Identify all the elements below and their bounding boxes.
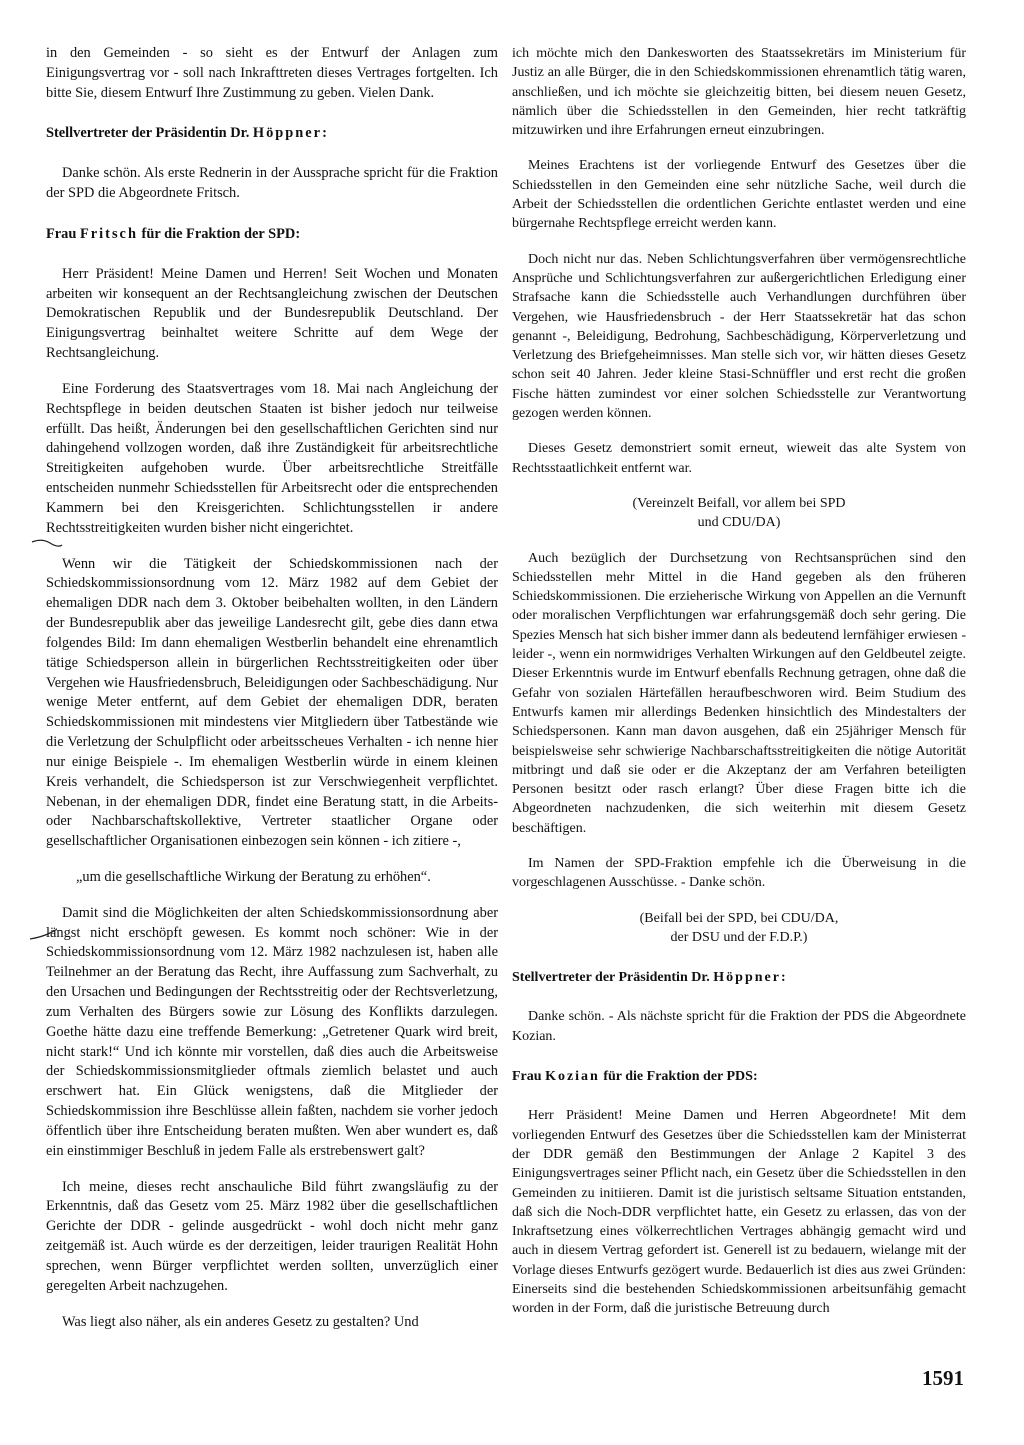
paragraph: Dieses Gesetz demonstriert somit erneut, wieweit das alte System von Rechtsstaatlichkeit entfernt war. (512, 441, 966, 476)
speaker-title: Stellvertreter der Präsidentin Dr. (46, 125, 253, 142)
left-column (46, 44, 498, 1348)
page-number: 1591 (922, 1366, 964, 1390)
speaker-suffix: : (780, 970, 786, 986)
applause-remark (512, 909, 966, 948)
speaker-name: Höppner (713, 970, 781, 986)
speaker-suffix: für die Fraktion der SPD: (137, 225, 301, 242)
quotation: „um die gesellschaftliche Wirkung der Beratung zu erhöhen“. (76, 868, 431, 885)
speaker-heading (512, 968, 966, 987)
remark-line: der DSU und der F.D.P.) (670, 929, 808, 945)
paragraph: in den Gemeinden - so sieht es der Entwurf der Anlagen zum Einigungsvertrag vor - soll nach Inkrafttreten dieses Vertrages fortgelten. Ich bitte Sie, diesem Entwurf Ihre Zustimmung zu geben. Vielen Dank. (46, 45, 498, 101)
paragraph: Wenn wir die Tätigkeit der Schiedskommissionen nach der Schiedskommissionsordnung vom 12. März 1982 auf dem Gebiet der ehemaligen DDR nach dem 3. Oktober beibehalten wollten, in den Ländern der Bundesrepublik aber das jeweilige Landesrecht gilt, gebe dies dann etwa folgendes Bild: Im dann ehemaligen Westberlin behandelt eine ehrenamtlich tätige Schiedsperson allein in bürgerlichen Rechtsstreitigkeiten oder über Vergehen wie Hausfriedensbruch, Beleidigungen oder Sachbeschädigung. Nur wenige Meter entfernt, auf dem Gebiet der ehemaligen DDR, beraten Schiedskommissionen mit mindestens vier Mitgliedern über Tatbestände wie die Verletzung der Schulpflicht oder arbeitsscheues Verhalten - ich nenne hier nur einige Beispiele -. Im ehemaligen Westberlin würde in einem kleinen Kreis verhandelt, die Schiedsperson ist zur Verschwiegenheit verpflichtet. Nebenan, in der ehemaligen DDR, findet eine Beratung statt, in die Arbeits- oder Nachbarschaftskollektive, Vertreter staatlicher Organe oder gesellschaftlicher Organisationen einbezogen sein können - ich zitiere -, (46, 555, 498, 850)
speaker-name: Höppner (252, 125, 323, 142)
speaker-title: Stellvertreter der Präsidentin Dr. (512, 970, 714, 986)
speaker-title: Frau (512, 1069, 546, 1085)
paragraph: Danke schön. Als erste Rednerin in der Aussprache spricht für die Fraktion der SPD die Abgeordnete Fritsch. (46, 165, 498, 202)
speaker-suffix: für die Fraktion der PDS: (599, 1069, 758, 1085)
speaker-heading (512, 1067, 966, 1086)
paragraph: Was liegt also näher, als ein anderes Gesetz zu gestalten? Und (62, 1313, 419, 1330)
remark-line: (Vereinzelt Beifall, vor allem bei SPD (632, 495, 846, 511)
speaker-name: Fritsch (79, 225, 138, 242)
paragraph: Im Namen der SPD-Fraktion empfehle ich die Überweisung in die vorgeschlagenen Ausschüsse. - Danke schön. (512, 855, 966, 891)
speaker-heading (46, 124, 498, 144)
paragraph: ich möchte mich den Dankesworten des Staatssekretärs im Ministerium für Justiz an alle Bürger, die in den Schiedskommissionen ehrenamtlich tätig waren, anschließen, und ich möchte sie gleichzeitig bitten, bei diesem neuen Gesetz, nämlich über die Schiedsstellen in den Gemeinden, hier recht tatkräftig mitzuwirken und ihre Erfahrungen erneut einzubringen. (512, 46, 966, 139)
speaker-heading (46, 225, 498, 245)
remark-line: und CDU/DA) (697, 515, 781, 531)
paragraph: Doch nicht nur das. Neben Schlichtungsverfahren über vermögensrechtliche Ansprüche und Schlichtungsverfahren zur außergerichtlichen Erledigung einer Strafsache kann die Schiedsstelle auch Verhandlungen durchführen über Vergehen, wie Hausfriedensbruch - der Herr Staatssekretär hat das schon genannt -, Beleidigung, Bedrohung, Sachbeschädigung, Körperverletzung und Verletzung des Briefgeheimnisses. Man stelle sich vor, wir hätten dieses Gesetz schon seit 40 Jahren. Jeder kleine Stasi-Schnüffler und erst recht die großen Fische hätten zumindest vor einer solchen Schiedsstelle zur Verantwortung gezogen werden können. (512, 251, 966, 422)
paragraph: Herr Präsident! Meine Damen und Herren Abgeordnete! Mit dem vorliegenden Entwurf des Gesetzes über die Schiedsstellen kam der Ministerrat der DDR gemäß den Bestimmungen der Anlage 2 Kapitel 3 des Einigungsvertrages seiner Pflicht nach, ein Gesetz über die Schiedsstellen in den Gemeinden zu initiieren. Damit ist die juristisch seltsame Situation entstanden, daß sich die Noch-DDR verpflichtet hatte, ein Gesetz zu erlassen, das von der Inkraftsetzung eines völkerrechtlichen Vertrages abhängig gemacht wird und auch in diesem Vertrag gefordert ist. Generell ist zu bedauern, wielange mit der Vorlage dieses Entwurfs gezögert wurde. Bedauerlich ist dies aus zwei Gründen: Einerseits sind die bestehenden Schiedskommissionen arbeitsunfähig gemacht worden in der Form, daß die juristische Betreuung durch (512, 1108, 966, 1317)
margin-pen-mark-icon (30, 536, 64, 550)
remark-line: (Beifall bei der SPD, bei CDU/DA, (639, 910, 839, 926)
paragraph: Damit sind die Möglichkeiten der alten Schiedskommissionsordnung aber längst nicht erschöpft gewesen. Es kommt noch schöner: Wie in der Schiedskommissionsordnung vom 12. März 1982 nachzulesen ist, haben alle Teilnehmer an der Beratung das Recht, ihre Auffassung zum Sachverhalt, zu den Ursachen und Bedingungen der Rechtsstreitig oder der Rechtsverletzung, zum Verhalten des Bürgers sowie zur Lösung des Konflikts darzulegen. Goethe hätte dazu eine treffende Bemerkung: „Getretener Quark wird breit, nicht stark!“ Und ich könnte mir vorstellen, daß dies auch die Arbeitsweise der Schiedskommissionsmitglieder oftmals ziemlich belastet und auch erschwert hat. Ein Glück wenigstens, daß die Mitglieder der Schiedskommission ihre Beschlüsse allein faßten, nachdem sie vorher jedoch öffentlich über ihre Entscheidung beraten mußten. Wen aber wundert es, daß ein einstimmiger Beschluß in jedem Falle als erstrebenswert galt? (46, 904, 498, 1159)
paragraph: Herr Präsident! Meine Damen und Herren! Seit Wochen und Monaten arbeiten wir konsequent an der Rechtsangleichung zwischen der Deutschen Demokratischen Republik und der Bundesrepublik Deutschland. Der Einigungsvertrag beinhaltet weitere Schritte auf dem Wege der Rechtsangleichung. (46, 265, 498, 362)
paragraph: Eine Forderung des Staatsvertrages vom 18. Mai nach Angleichung der Rechtspflege in beiden deutschen Staaten ist bisher jedoch nur teilweise erfüllt. Das heißt, Änderungen bei den gesellschaftlichen Gerichten sind nur dahingehend vollzogen worden, daß ihre Zuständigkeit für arbeitsrechtliche Streitigkeiten aufgehoben wurde. Über arbeitsrechtliche Streitfälle entscheiden nunmehr Schiedsstellen für Arbeitsrecht oder die entsprechenden Kammern bei den Kreisgerichten. Schlichtungsstellen ir andere Rechtsstreitigkeiten wurden bisher nicht eingerichtet. (46, 380, 498, 536)
paragraph: Danke schön. - Als nächste spricht für die Fraktion der PDS die Abgeordnete Kozian. (512, 1009, 966, 1044)
paragraph: Auch bezüglich der Durchsetzung von Rechtsansprüchen sind den Schiedsstellen mehr Mittel in die Hand gegeben als den früheren Schiedskommissionen. Die erzieherische Wirkung von Appellen an die Vernunft oder moralischen Verpflichtungen war erfahrungsgemäß doch sehr gering. Die Spezies Mensch hat sich bisher immer dann als bedeutend lernfähiger erwiesen - leider -, wenn ein normwidriges Verhalten Wirkungen auf den Geldbeutel zeigte. Dieser Erkenntnis wurde im Entwurf ebenfalls Rechnung getragen, ohne daß die Gefahr von sozialen Härtefällen heraufbeschworen wird. Beim Studium des Entwurfs kamen mir allerdings Bedenken hinsichtlich des Mindestalters der Schiedspersonen. Kann man davon ausgehen, daß ein 25jähriger Mensch für beispielsweise sehr schwierige Nachbarschaftsstreitigkeiten die nötige Autorität mitbringt und daß sie oder er die Akzeptanz der am Verfahren beteiligten Personen besitzt oder rasch erlangt? Über diese Fragen bitte ich die Abgeordneten nachzudenken, die sich weiterhin mit diesem Gesetz beschäftigen. (512, 550, 966, 836)
applause-remark (512, 494, 966, 533)
paragraph: Ich meine, dieses recht anschauliche Bild führt zwangsläufig zu der Erkenntnis, daß das Gesetz vom 25. März 1982 über die gesellschaftlichen Gerichte der DDR - gelinde ausgedrückt - wohl doch nicht mehr ganz zeitgemäß ist. Auch würde es der derzeitigen, leider traurigen Realität Hohn sprechen, wenn Bürger verpflichtet werden sollten, unverzüglich einer geregelten Arbeit nachzugehen. (46, 1178, 498, 1294)
speaker-suffix: : (322, 125, 327, 142)
speaker-name: Kozian (545, 1069, 600, 1085)
margin-pen-mark-icon (28, 927, 58, 943)
paragraph: Meines Erachtens ist der vorliegende Entwurf des Gesetzes über die Schiedsstellen in den Gemeinden eine sehr nützliche Sache, weil durch die Arbeit der Schiedsstellen die ordentlichen Gerichte entlastet werden und eine bürgernahe Rechtspflege erreicht werden kann. (512, 158, 966, 232)
speaker-title: Frau (46, 225, 80, 242)
right-column (512, 44, 966, 1335)
